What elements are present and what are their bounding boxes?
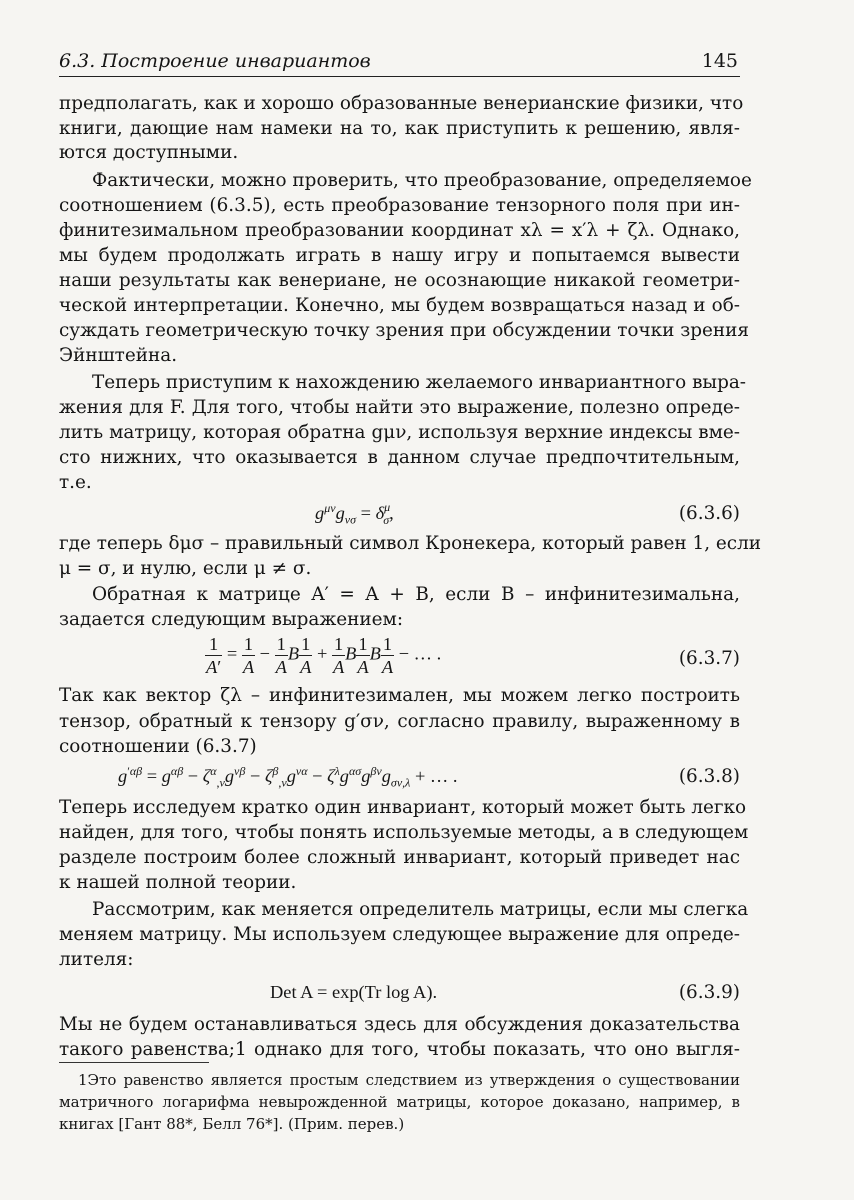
text-line: лителя: [59, 949, 134, 970]
equation-6-3-9: Det A = exp(Tr log A). [270, 982, 438, 1002]
text-line: к нашей полной теории. [59, 872, 297, 893]
text-line: предполагать, как и хорошо образованные венерианские физики, что [59, 93, 744, 114]
text-line: μ = σ, и нулю, если μ ≠ σ. [59, 558, 312, 579]
text-line: Теперь исследуем кратко один инвариант, который может быть легко [59, 797, 747, 818]
text-line: соотношении (6.3.7) [59, 736, 257, 757]
text-line: найден, для того, чтобы понять используемые методы, а в следующем [59, 822, 749, 843]
footnote-line: книгах [Гант 88*, Белл 76*]. (Прим. перев.) [59, 1115, 405, 1133]
equation-6-3-8: $g^{'\alpha\beta} = g^{\alpha\beta} - \zeta^\alpha_{,\nu}g^{\nu\beta} - \zeta^\beta_{,\nu}g^{\nu\alpha} - \zeta^\lambda g^{\alpha\sigma}g^{\beta\nu}g_{\sigma\nu,\lambda}$ + … . [118, 763, 458, 790]
text-line: лить матрицу, которая обратна gμν, используя верхние индексы вме- [59, 422, 740, 443]
text-line: разделе построим более сложный инвариант, который приведет нас [59, 847, 740, 868]
equation-6-3-6: $g^{\mu\nu}g_{\nu\sigma} = \delta^\mu_\sigma$, [315, 499, 394, 527]
text-line: ческой интерпретации. Конечно, мы будем возвращаться назад и об- [59, 295, 740, 316]
equation-6-3-7: $\frac{1}{A'}$ = $\frac{1}{A}$ − $\frac{1}{A}$ B $\frac{1}{A}$ + $\frac{1}{A}$ B $\frac{1}{A}$ B $\frac{1}{A}$ − … . [206, 634, 442, 677]
text-line: т.е. [59, 472, 92, 493]
text-line: сто нижних, что оказывается в данном случае предпочтительным, [59, 447, 740, 468]
text-line: Обратная к матрице A′ = A + B, если B – инфинитезимальна, [92, 584, 740, 605]
text-line: книги, дающие нам намеки на то, как приступить к решению, явля- [59, 118, 740, 139]
text-line: суждать геометрическую точку зрения при обсуждении точки зрения [59, 320, 750, 341]
text-line: тензор, обратный к тензору g′σν, согласно правилу, выраженному в [59, 711, 740, 732]
section-title: 6.3. Построение инвариантов [59, 50, 371, 72]
equation-number: (6.3.6) [678, 503, 740, 524]
running-header [59, 50, 740, 77]
equation-number: (6.3.8) [678, 766, 740, 787]
text-line: меняем матрицу. Мы используем следующее выражение для опреде- [59, 924, 740, 945]
text-line: мы будем продолжать играть в нашу игру и попытаемся вывести [59, 245, 740, 266]
text-line: такого равенства;1 однако для того, чтобы показать, что оно выгля- [59, 1039, 740, 1060]
text-line: жения для F. Для того, чтобы найти это выражение, полезно опреде- [59, 397, 740, 418]
text-line: ются доступными. [59, 142, 239, 163]
text-line: Теперь приступим к нахождению желаемого инвариантного выра- [92, 372, 747, 393]
footnote-line: матричного логарифма невырожденной матрицы, которое доказано, например, в [59, 1093, 740, 1111]
text-line: наши результаты как венериане, не осознающие никакой геометри- [59, 270, 740, 291]
footnote-line: 1Это равенство является простым следствием из утверждения о существовании [78, 1071, 740, 1089]
text-line: Эйнштейна. [59, 345, 178, 366]
text-line: финитезимальном преобразовании координат xλ = x′λ + ζλ. Однако, [59, 220, 740, 241]
page-number: 145 [701, 50, 738, 72]
equation-number: (6.3.7) [678, 648, 740, 669]
footnote-rule [59, 1062, 209, 1063]
text-line: где теперь δμσ – правильный символ Кронекера, который равен 1, если [59, 533, 762, 554]
text-line: Так как вектор ζλ – инфинитезимален, мы можем легко построить [59, 685, 740, 706]
equation-number: (6.3.9) [678, 982, 740, 1003]
text-line: Мы не будем останавливаться здесь для обсуждения доказательства [59, 1014, 740, 1035]
text-line: Фактически, можно проверить, что преобразование, определяемое [92, 170, 752, 191]
text-line: Рассмотрим, как меняется определитель матрицы, если мы слегка [92, 899, 749, 920]
text-line: задается следующим выражением: [59, 609, 404, 630]
text-line: соотношением (6.3.5), есть преобразование тензорного поля при ин- [59, 195, 740, 216]
